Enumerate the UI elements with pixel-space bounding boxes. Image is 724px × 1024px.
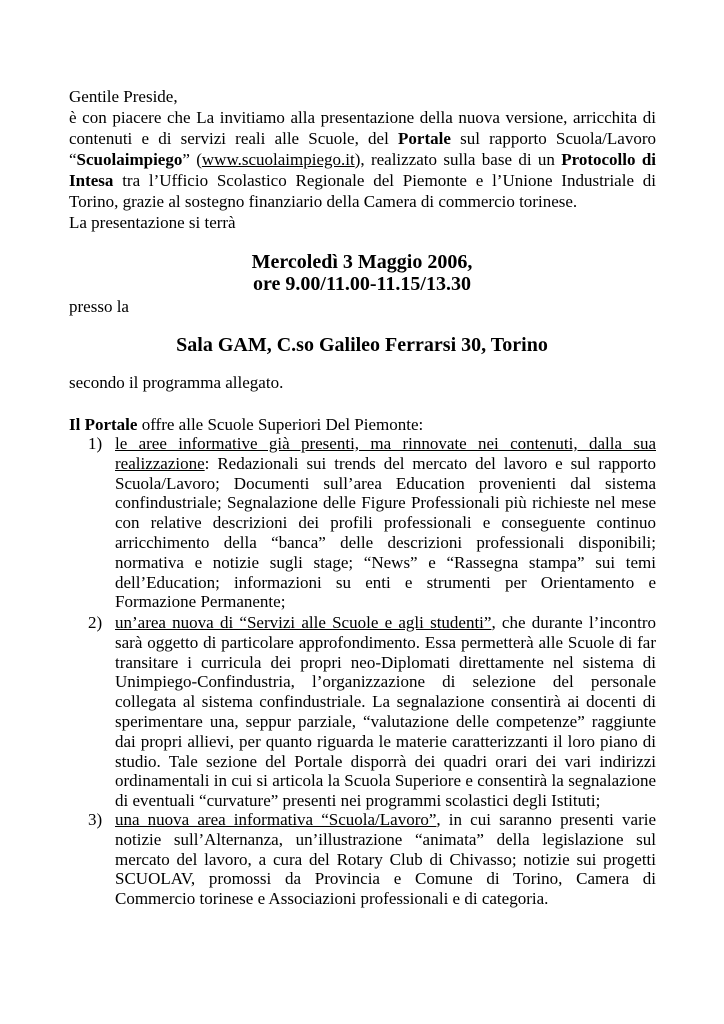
text-line [115, 454, 656, 474]
event-venue: Sala GAM, C.so Galileo Ferrarsi 30, Torino [176, 334, 548, 356]
text-segment: confindustriale; Segnalazione delle Figure Professionali più richieste nel mese [115, 493, 656, 513]
text-segment: tra l’Ufficio Scolastico Regionale del Piemonte e l’Unione Industriale di [113, 171, 656, 190]
text-segment: ” ( [182, 150, 202, 169]
text-line [115, 869, 656, 889]
event-time: ore 9.00/11.00-11.15/13.30 [253, 273, 471, 295]
text-line [115, 533, 656, 553]
text-segment: Commercio torinese e Associazioni professionali e di categoria. [115, 889, 549, 909]
text-line [69, 212, 656, 233]
list-item-text [115, 810, 656, 909]
underlined-text: realizzazione [115, 453, 205, 473]
bold-text: Protocollo di [561, 150, 657, 169]
underlined-text: un’area nuova di “Servizi alle Scuole e agli studenti” [115, 613, 492, 632]
text-line [115, 434, 656, 454]
list-item-number: 2) [88, 613, 103, 632]
text-line [115, 592, 656, 612]
text-segment: sarà oggetto di particolare approfondimento. Essa permetterà alle Scuole di far [115, 632, 656, 652]
text-segment: studio. Tale sezione del Portale disporrà dei quadri orari dei vari indirizzi [115, 751, 656, 771]
text-segment: ), realizzato sulla base di un [354, 150, 562, 169]
text-segment: normativa e notizie sugli stage; “News” e “Rassegna stampa” sui temi [115, 552, 656, 572]
list-item-number: 3) [88, 810, 103, 829]
text-line [115, 850, 656, 870]
list-item-text [115, 613, 656, 811]
portale-intro-rest: offre alle Scuole Superiori Del Piemonte: [137, 415, 424, 434]
text-segment: sul rapporto Scuola/Lavoro [450, 129, 657, 148]
text-segment: “ [69, 150, 77, 169]
event-date: Mercoledì 3 Maggio 2006, [251, 251, 473, 273]
text-segment: dell’Education; informazioni su enti e strumenti per Orientamento e [115, 572, 656, 592]
text-segment: arricchimento della “banca” delle descrizioni professionali disponibili; [115, 532, 656, 552]
text-line [69, 107, 656, 128]
text-line [115, 692, 656, 712]
text-segment: SCUOLAV, promossi da Provincia e Comune di Torino, Camera di [115, 869, 656, 889]
text-segment: notizie sull’Alternanza, un’illustrazione “animata” della legislazione sul [115, 829, 656, 849]
underlined-text: una nuova area informativa “Scuola/Lavoro” [115, 810, 437, 829]
text-line [115, 791, 656, 811]
text-line [69, 86, 656, 107]
underlined-text: le aree informative già presenti, ma rinnovate nei contenuti, dalla sua [115, 434, 656, 453]
text-segment: con relative descrizioni dei profili professionali e conseguente continuo [115, 513, 656, 533]
text-segment: : Redazionali sui trends del mercato del lavoro e sul rapporto [204, 453, 656, 473]
text-line [69, 170, 656, 191]
text-line [115, 732, 656, 752]
text-line [115, 474, 656, 494]
text-line [115, 513, 656, 533]
programma-text: secondo il programma allegato. [69, 373, 284, 392]
text-segment: dai propri allievi, per quanto riguarda le materie caratterizzanti il loro piano di [115, 731, 656, 751]
text-line [115, 830, 656, 850]
text-line [69, 128, 656, 149]
text-segment: di eventuali “curvature” presenti nei programmi scolastici degli Istituti; [115, 791, 601, 811]
text-line [115, 633, 656, 653]
text-segment: contenuti e di servizi reali alle Scuole, del [69, 129, 399, 148]
portale-intro-bold: Il Portale [69, 415, 138, 434]
text-segment: mercato del lavoro, a cura del Rotary Club di Chivasso; notizie sui progetti [115, 849, 656, 869]
text-line [115, 653, 656, 673]
presso-text: presso la [69, 297, 129, 316]
text-line [115, 712, 656, 732]
text-line [115, 672, 656, 692]
text-line [69, 149, 656, 170]
text-line [115, 493, 656, 513]
portale-intro [69, 414, 656, 435]
list-item-number: 1) [88, 434, 103, 453]
text-segment: , in cui saranno presenti varie [436, 810, 656, 829]
text-segment: Formazione Permanente; [115, 592, 286, 612]
text-line [115, 553, 656, 573]
intro-paragraph [69, 86, 656, 233]
text-line [115, 771, 656, 791]
text-segment: , che durante l’incontro [491, 613, 656, 632]
text-segment: Unimpiego-Confindustria, l’organizzazione di selezione del personale [115, 672, 656, 692]
text-segment: è con piacere che La invitiamo alla presentazione della nuova versione, arricchita di [69, 108, 656, 127]
text-segment: sperimentare una, seppur parziale, “valutazione delle competenze” raggiunte [115, 711, 656, 731]
text-segment: Gentile Preside, [69, 87, 178, 106]
text-line [115, 752, 656, 772]
list-item-text [115, 434, 656, 612]
bold-text: Portale [398, 129, 451, 148]
bold-text: Scuolaimpiego [76, 150, 183, 169]
text-line [115, 613, 656, 633]
text-segment: Scuola/Lavoro; Documenti sull’area Education provenienti dal sistema [115, 473, 656, 493]
bold-text: Intesa [69, 171, 114, 190]
text-line [115, 573, 656, 593]
underlined-text: www.scuolaimpiego.it [201, 150, 355, 169]
text-segment: La presentazione si terrà [69, 213, 236, 232]
text-line [115, 810, 656, 830]
text-segment: ordinamentali in cui si articola la Scuola Superiore e consentirà la segnalazione [115, 771, 656, 791]
text-line [115, 889, 656, 909]
text-segment: collegata al sistema confindustriale. La segnalazione consentirà ai docenti di [115, 692, 656, 712]
text-segment: transitare i curricula dei propri neo-Diplomati direttamente nel sistema di [115, 652, 656, 672]
text-segment: Torino, grazie al sostegno finanziario della Camera di commercio torinese. [69, 192, 578, 211]
text-line [69, 191, 656, 212]
